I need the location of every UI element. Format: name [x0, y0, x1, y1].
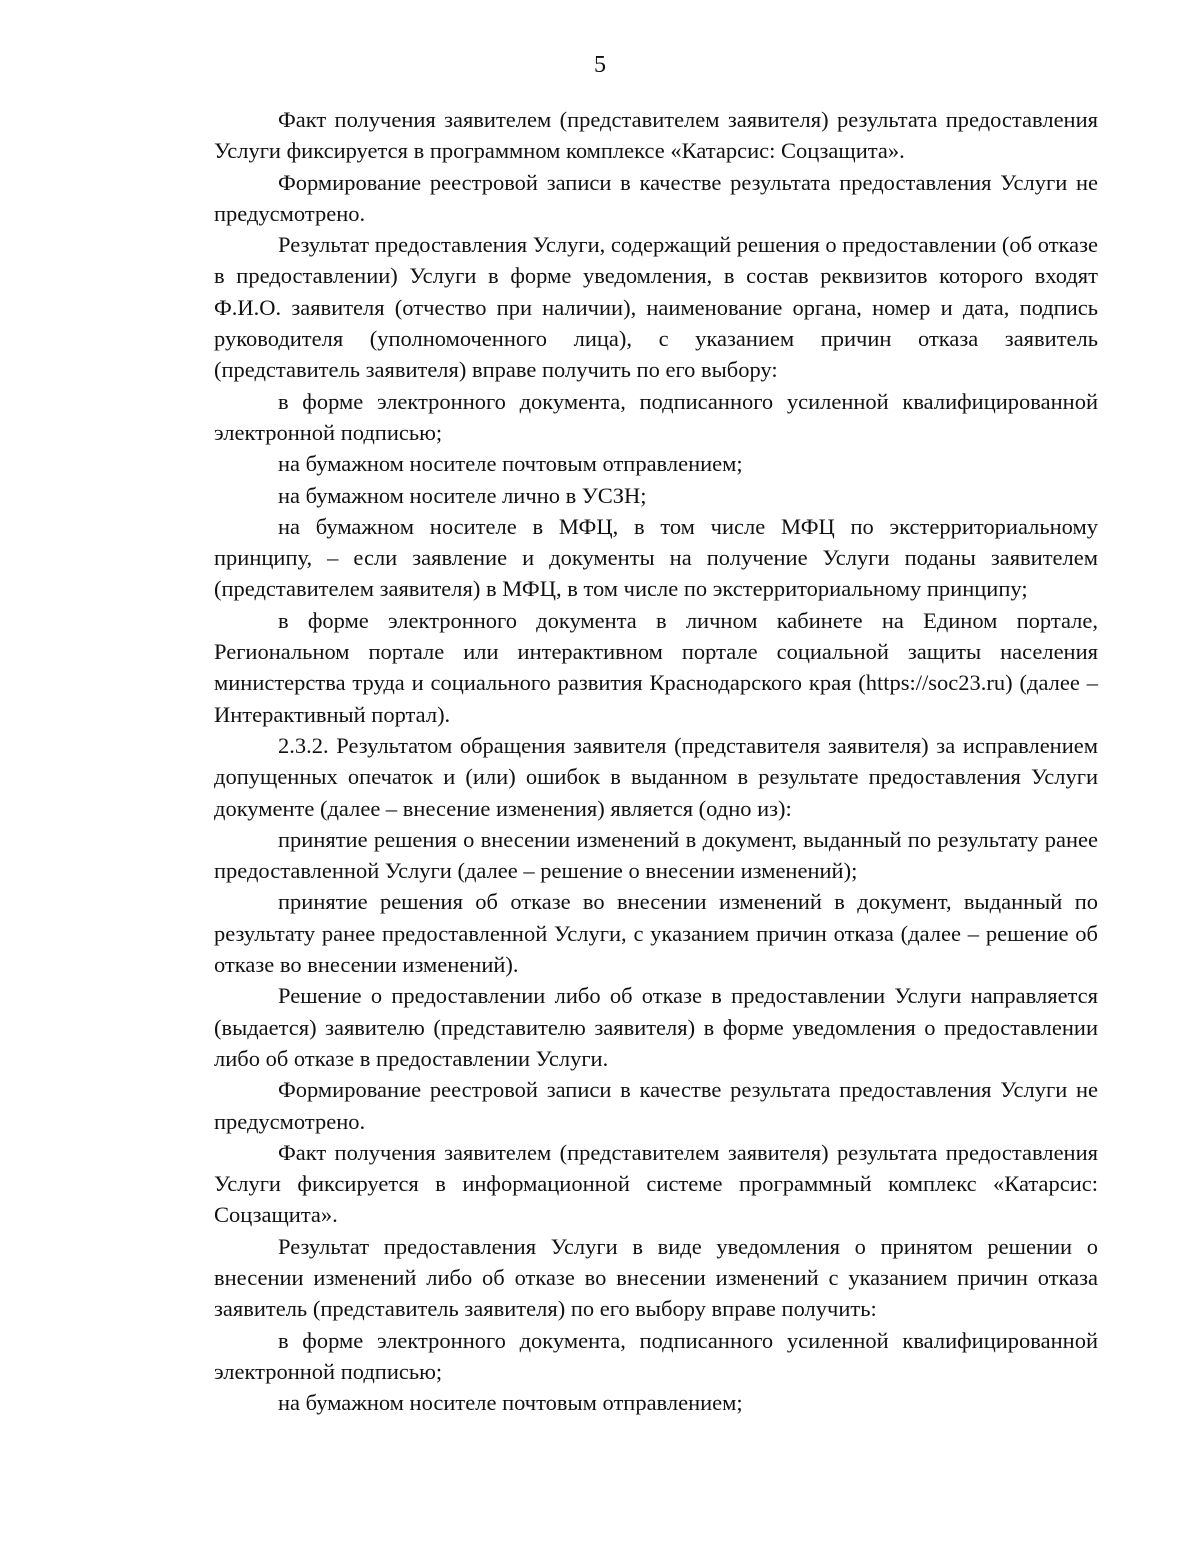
paragraph: Решение о предоставлении либо об отказе в предоставлении Услуги направляется (выдается) заявителю (представителю заявителя) в форме уведомления о предоставлении либо об отказе в предоставлении Услуги.	[214, 983, 1098, 1071]
paragraph: 2.3.2. Результатом обращения заявителя (представителя заявителя) за исправлением допущенных опечаток и (или) ошибок в выданном в результате предоставления Услуги документе (далее – внесение изменения) является (одно из):	[214, 732, 1098, 821]
page-number: 5	[594, 52, 606, 78]
paragraph: на бумажном носителе лично в УСЗН;	[278, 482, 647, 508]
paragraph: принятие решения об отказе во внесении изменений в документ, выданный по результату ранее предоставленной Услуги, с указанием причин отказа (далее – решение об отказе во внесении изменений).	[214, 889, 1098, 978]
paragraph: Результат предоставления Услуги, содержащий решения о предоставлении (об отказе в предоставлении) Услуги в форме уведомления, в состав реквизитов которого входят Ф.И.О. заявителя (отчество при наличии), наименование органа, номер и дата, подпись руководителя (уполномоченного лица), с указанием причин отказа заявитель (представитель заявителя) вправе получить по его выбору:	[214, 232, 1098, 383]
paragraph: на бумажном носителе почтовым отправлением;	[278, 1390, 743, 1416]
paragraph: в форме электронного документа в личном кабинете на Едином портале, Региональном портале или интерактивном портале социальной защиты населения министерства труда и социального развития Краснодарского края (https://soc23.ru) (далее – Интерактивный портал).	[214, 607, 1098, 727]
paragraph: в форме электронного документа, подписанного усиленной квалифицированной электронной подписью;	[214, 1327, 1098, 1384]
paragraph: на бумажном носителе почтовым отправлением;	[278, 451, 743, 477]
paragraph: Результат предоставления Услуги в виде уведомления о принятом решении о внесении изменений либо об отказе во внесении изменений с указанием причин отказа заявитель (представитель заявителя) по его выбору вправе получить:	[214, 1233, 1098, 1322]
paragraph: Формирование реестровой записи в качестве результата предоставления Услуги не предусмотрено.	[214, 1077, 1098, 1134]
paragraph: принятие решения о внесении изменений в документ, выданный по результату ранее предоставленной Услуги (далее – решение о внесении изменений);	[214, 826, 1098, 884]
paragraph: Факт получения заявителем (представителем заявителя) результата предоставления Услуги фиксируется в программном комплексе «Катарсис: Соцзащита».	[214, 107, 1098, 164]
document-body	[214, 104, 1098, 1418]
paragraph: в форме электронного документа, подписанного усиленной квалифицированной электронной подписью;	[214, 388, 1098, 445]
paragraph: Формирование реестровой записи в качестве результата предоставления Услуги не предусмотрено.	[214, 169, 1098, 226]
paragraph: на бумажном носителе в МФЦ, в том числе МФЦ по экстерриториальному принципу, – если заявление и документы на получение Услуги поданы заявителем (представителем заявителя) в МФЦ, в том числе по экстерриториальному принципу;	[214, 513, 1098, 602]
paragraph: Факт получения заявителем (представителем заявителя) результата предоставления Услуги фиксируется в информационной системе программный комплекс «Катарсис: Соцзащита».	[214, 1139, 1098, 1228]
